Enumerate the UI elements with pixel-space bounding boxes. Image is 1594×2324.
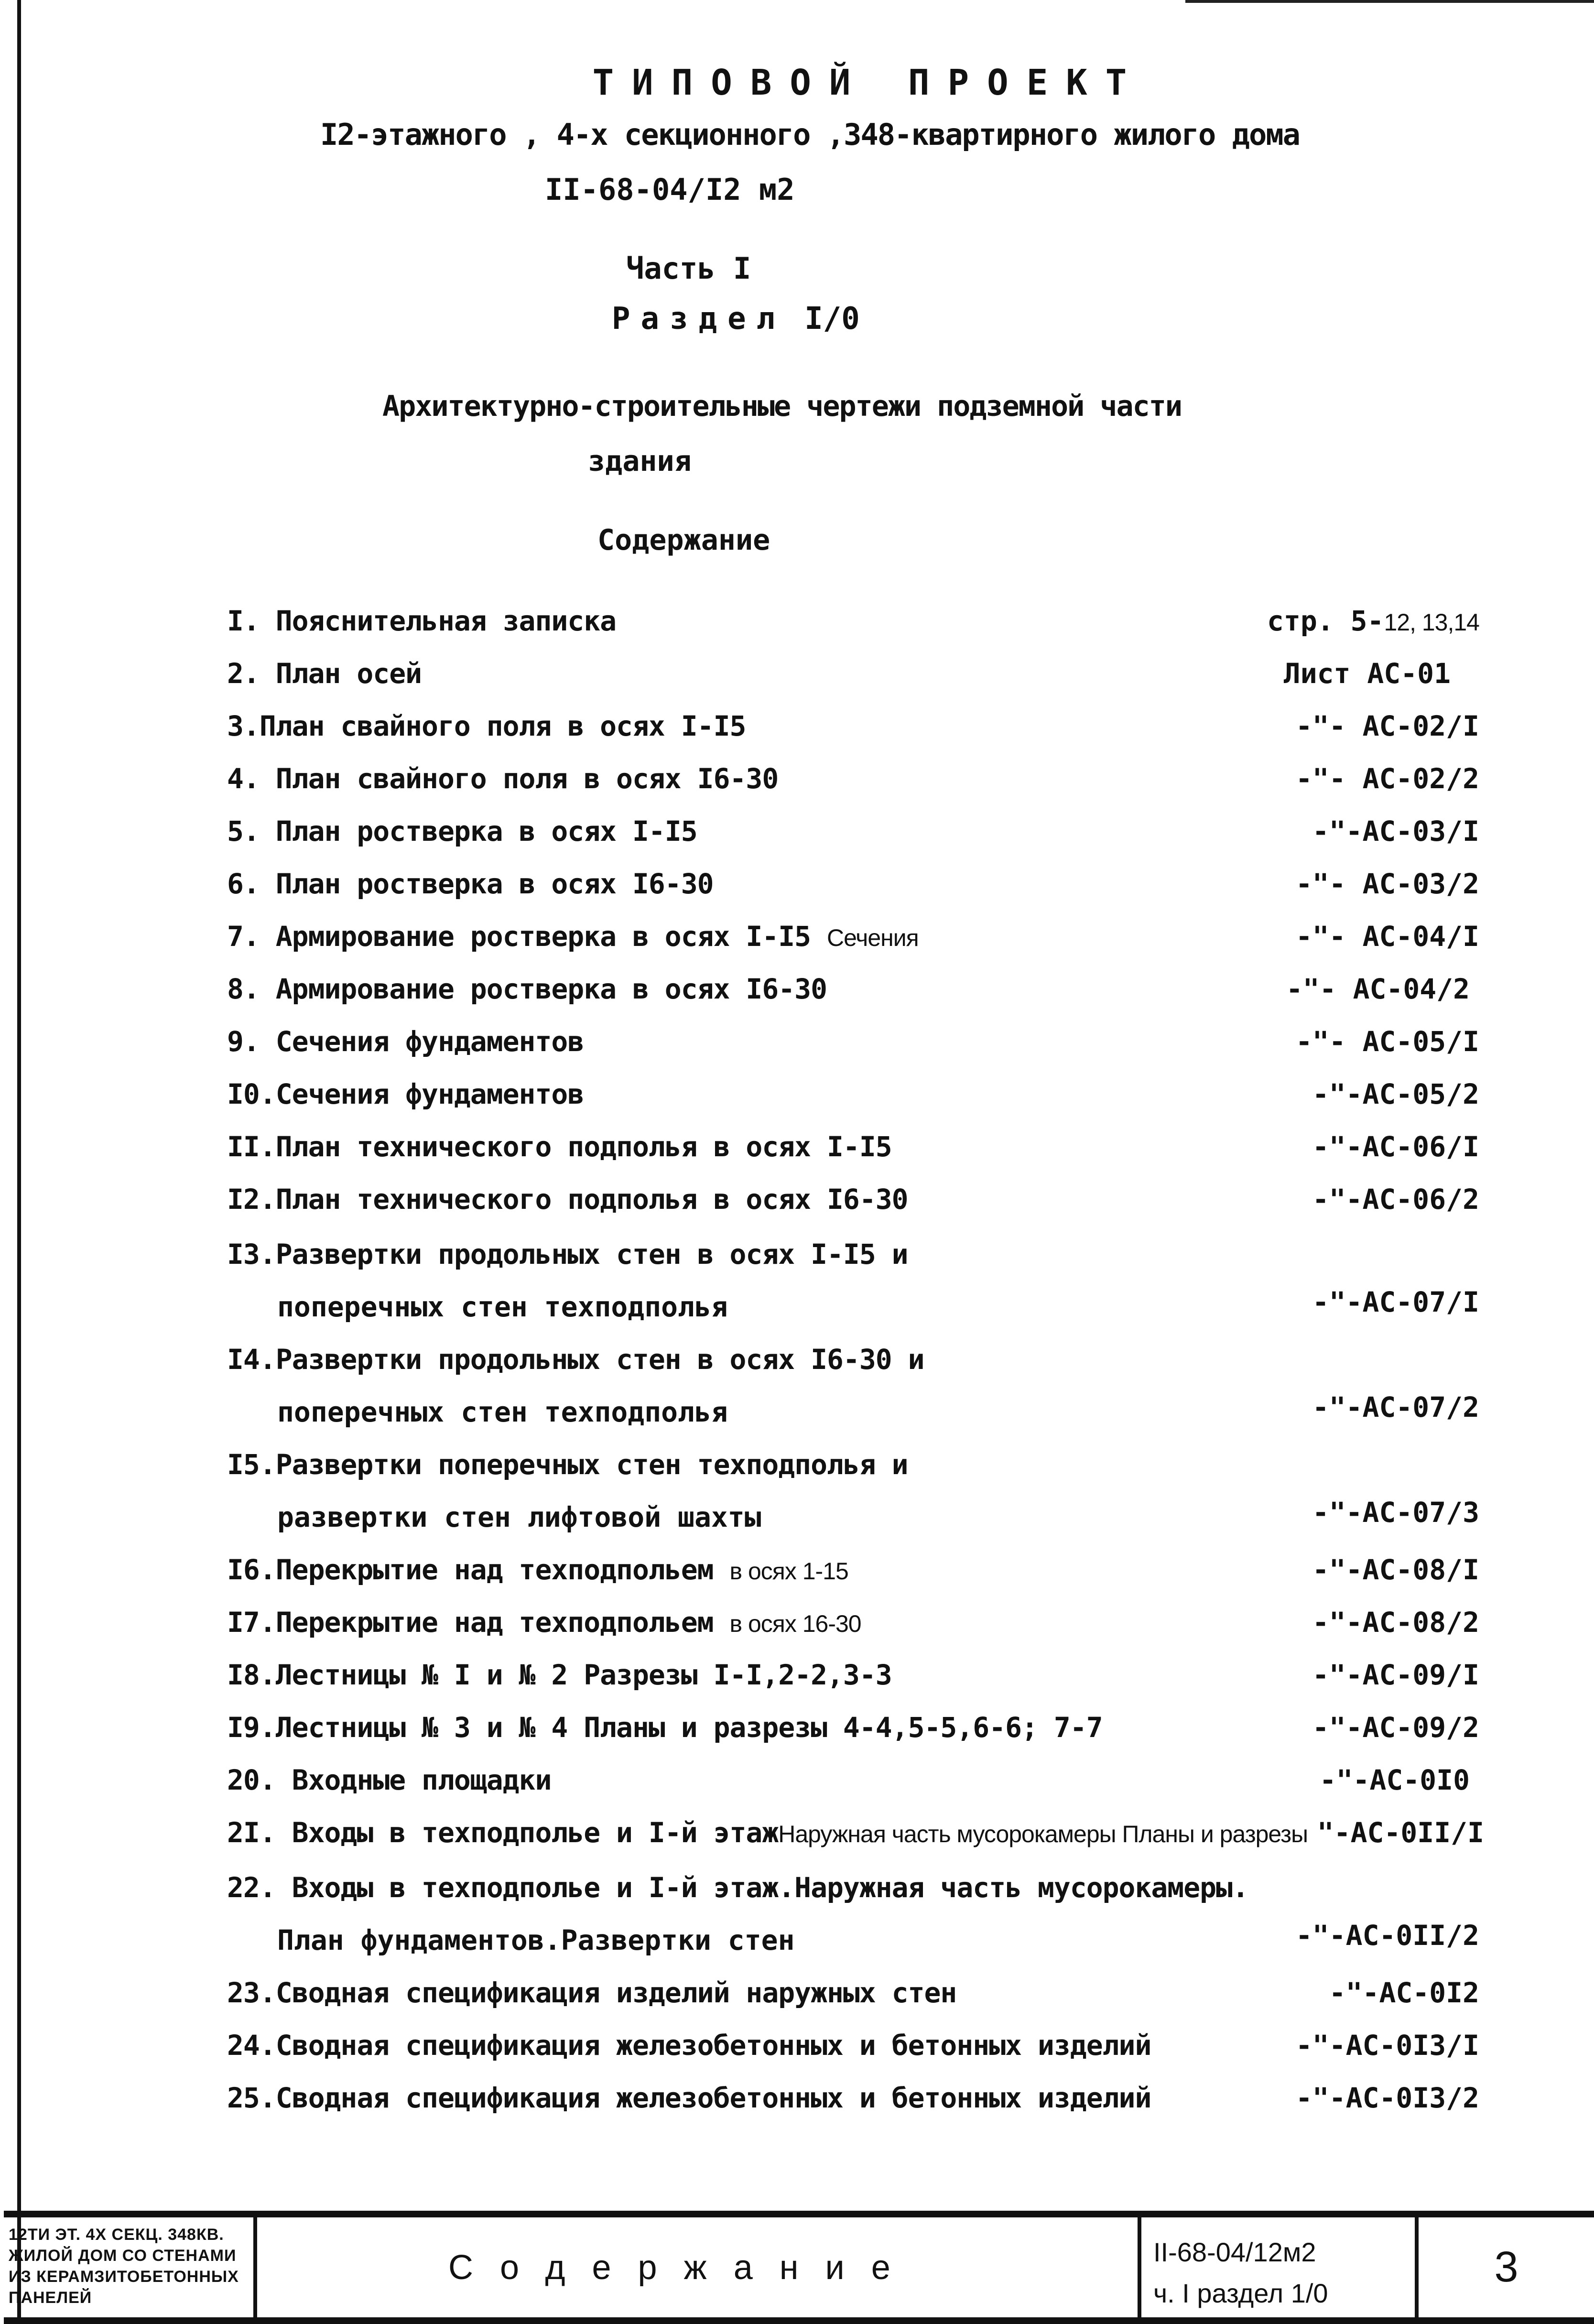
toc-item — [227, 920, 1479, 958]
toc-item-ref: -"-АС-0I2 — [1329, 1976, 1479, 2009]
document-title: ТИПОВОЙ ПРОЕКТ — [592, 62, 1145, 103]
toc-item-label: I8.Лестницы № I и № 2 Разрезы I-I,2-2,3-3 — [227, 1659, 892, 1691]
toc-item-ref: -"-АС-0I3/2 — [1295, 2082, 1479, 2114]
toc-item-ref: стр. 5-12, 13,14 — [1267, 605, 1479, 637]
toc-item-label: I4.Развертки продольных стен в осях I6-30 и — [227, 1343, 924, 1376]
toc-item-label: 25.Сводная спецификация железобетонных и бетонных изделий — [227, 2082, 1151, 2114]
toc-item-label: 2I. Входы в техподполье и I-й этажНаружная часть мусорокамеры Планы и разрезы — [227, 1816, 1308, 1849]
toc-item-ref: -"-АС-07/3 — [1312, 1496, 1479, 1529]
page-left-border — [17, 0, 21, 2324]
toc-item — [227, 1025, 1479, 1064]
handwritten-note: в осях 16-30 — [729, 1610, 861, 1637]
toc-item-ref: -"-АС-08/I — [1312, 1553, 1479, 1586]
toc-item-ref: -"-АС-03/I — [1312, 815, 1479, 847]
toc-item-ref: -"- АС-02/2 — [1295, 762, 1479, 795]
toc-item-label: I9.Лестницы № 3 и № 4 Планы и разрезы 4-4,5-5,6-6; 7-7 — [227, 1711, 1103, 1744]
toc-item-label: I6.Перекрытие над техподпольем в осях 1-15 — [227, 1553, 848, 1586]
toc-item-label: I0.Сечения фундаментов — [227, 1078, 584, 1110]
title-block-code — [1141, 2217, 1419, 2317]
title-block-code-line-2: ч. I раздел 1/0 — [1153, 2278, 1328, 2308]
section-label — [612, 301, 860, 337]
toc-item — [227, 1606, 1479, 1644]
toc-item-label: I. Пояснительная записка — [227, 605, 617, 637]
toc-item-continuation: поперечных стен техподполья — [277, 1396, 728, 1428]
section-number: I/0 — [804, 301, 860, 337]
toc-item-continuation: План фундаментов.Развертки стен — [277, 1924, 795, 1956]
toc-item — [227, 1343, 1479, 1439]
toc-item-ref: -"-АС-07/I — [1312, 1286, 1479, 1318]
toc-item-label: 24.Сводная спецификация железобетонных и бетонных изделий — [227, 2029, 1151, 2062]
project-code: II-68-04/I2 м2 — [545, 172, 795, 207]
title-block-project-description: 12ТИ ЭТ. 4Х СЕКЦ. 348КВ. ЖИЛОЙ ДОМ СО СТЕНАМИ ИЗ КЕРАМЗИТОБЕТОННЫХ ПАНЕЛЕЙ — [4, 2217, 257, 2317]
toc-item-ref: -"-АС-08/2 — [1312, 1606, 1479, 1639]
page-top-edge — [1185, 0, 1594, 3]
toc-item — [227, 1183, 1479, 1221]
toc-item-ref: -"- АС-02/I — [1295, 710, 1479, 742]
toc-item-label: 8. Армирование ростверка в осях I6-30 — [227, 973, 827, 1005]
toc-item-label: I2.План технического подполья в осях I6-30 — [227, 1183, 908, 1216]
toc-item-label: II.План технического подполья в осях I-I5 — [227, 1130, 892, 1163]
toc-item-label: I7.Перекрытие над техподпольем в осях 16-30 — [227, 1606, 861, 1639]
title-block-page-number: 3 — [1494, 2243, 1518, 2291]
toc-item-label: I3.Развертки продольных стен в осях I-I5 и — [227, 1238, 908, 1271]
toc-item-continuation: поперечных стен техподполья — [277, 1291, 728, 1323]
toc-item-label: 4. План свайного поля в осях I6-30 — [227, 762, 779, 795]
toc-item — [227, 762, 1479, 801]
toc-item-label: 22. Входы в техподполье и I-й этаж.Наружная часть мусорокамеры. — [227, 1871, 1248, 1904]
toc-item — [227, 1130, 1479, 1169]
handwritten-note: Наружная часть мусорокамеры Планы и разрезы — [778, 1821, 1308, 1847]
title-block-sheet-title: Содержание — [257, 2217, 1141, 2317]
toc-item-ref: -"- АС-04/2 — [1286, 973, 1470, 1005]
toc-item-ref: Лист АС-01 — [1283, 657, 1451, 690]
toc-item — [227, 2082, 1479, 2120]
title-block-code-line-1: II-68-04/12м2 — [1153, 2237, 1316, 2267]
title-block — [4, 2211, 1594, 2324]
section-word: Раздел — [612, 301, 786, 337]
handwritten-note: в осях 1-15 — [729, 1558, 848, 1585]
document-subtitle: I2-этажного , 4-х секционного ,348-квартирного жилого дома — [320, 117, 1300, 152]
toc-item-ref: -"-АС-09/2 — [1312, 1711, 1479, 1744]
toc-item — [227, 657, 1479, 695]
toc-item-ref: "-АС-0II/I — [1317, 1816, 1484, 1849]
toc-item-label: 23.Сводная спецификация изделий наружных стен — [227, 1976, 957, 2009]
toc-item-ref: -"-АС-0I0 — [1319, 1764, 1470, 1796]
toc-item-label: 2. План осей — [227, 657, 422, 690]
toc-item — [227, 1764, 1479, 1802]
toc-item-label: I5.Развертки поперечных стен техподполья и — [227, 1448, 908, 1481]
handwritten-pages: 12, 13,14 — [1384, 609, 1479, 636]
toc-item-ref: -"- АС-04/I — [1295, 920, 1479, 953]
toc-item-ref: -"-АС-06/2 — [1312, 1183, 1479, 1216]
toc-item — [227, 1078, 1479, 1116]
toc-item — [227, 1976, 1479, 2015]
toc-item-continuation: развертки стен лифтовой шахты — [277, 1501, 761, 1533]
description-line-1: Архитектурно-строительные чертежи подземной части — [382, 390, 1182, 423]
toc-item-ref: -"-АС-0II/2 — [1295, 1919, 1479, 1952]
toc-item — [227, 1711, 1479, 1749]
toc-item-ref: -"-АС-05/2 — [1312, 1078, 1479, 1110]
handwritten-note: Сечения — [827, 924, 919, 951]
toc-item-ref: -"-АС-07/2 — [1312, 1391, 1479, 1423]
toc-item — [227, 1659, 1479, 1697]
toc-item — [227, 1816, 1484, 1855]
toc-item — [227, 710, 1479, 748]
part-label: Часть I — [626, 251, 751, 286]
toc-item-label: 6. План ростверка в осях I6-30 — [227, 868, 714, 900]
toc-item — [227, 815, 1479, 853]
toc-item — [227, 1871, 1479, 1967]
toc-item-ref: -"-АС-0I3/I — [1295, 2029, 1479, 2062]
toc-item — [227, 2029, 1479, 2067]
toc-item-ref: -"- АС-03/2 — [1295, 868, 1479, 900]
toc-item-ref: -"-АС-09/I — [1312, 1659, 1479, 1691]
toc-item-label: 20. Входные площадки — [227, 1764, 552, 1796]
contents-heading: Содержание — [597, 523, 770, 557]
toc-item — [227, 868, 1479, 906]
toc-item — [227, 1238, 1479, 1334]
toc-item-label: 9. Сечения фундаментов — [227, 1025, 584, 1058]
toc-item — [227, 1553, 1479, 1592]
toc-item-ref: -"- АС-05/I — [1295, 1025, 1479, 1058]
toc-item-label: 5. План ростверка в осях I-I5 — [227, 815, 697, 847]
description-line-2: здания — [588, 445, 692, 478]
toc-item — [227, 605, 1479, 643]
toc-item-label: 7. Армирование ростверка в осях I-I5 Сечения — [227, 920, 919, 953]
toc-item — [227, 1448, 1479, 1544]
toc-item — [227, 973, 1479, 1011]
toc-item-ref: -"-АС-06/I — [1312, 1130, 1479, 1163]
toc-item-label: 3.План свайного поля в осях I-I5 — [227, 710, 746, 742]
